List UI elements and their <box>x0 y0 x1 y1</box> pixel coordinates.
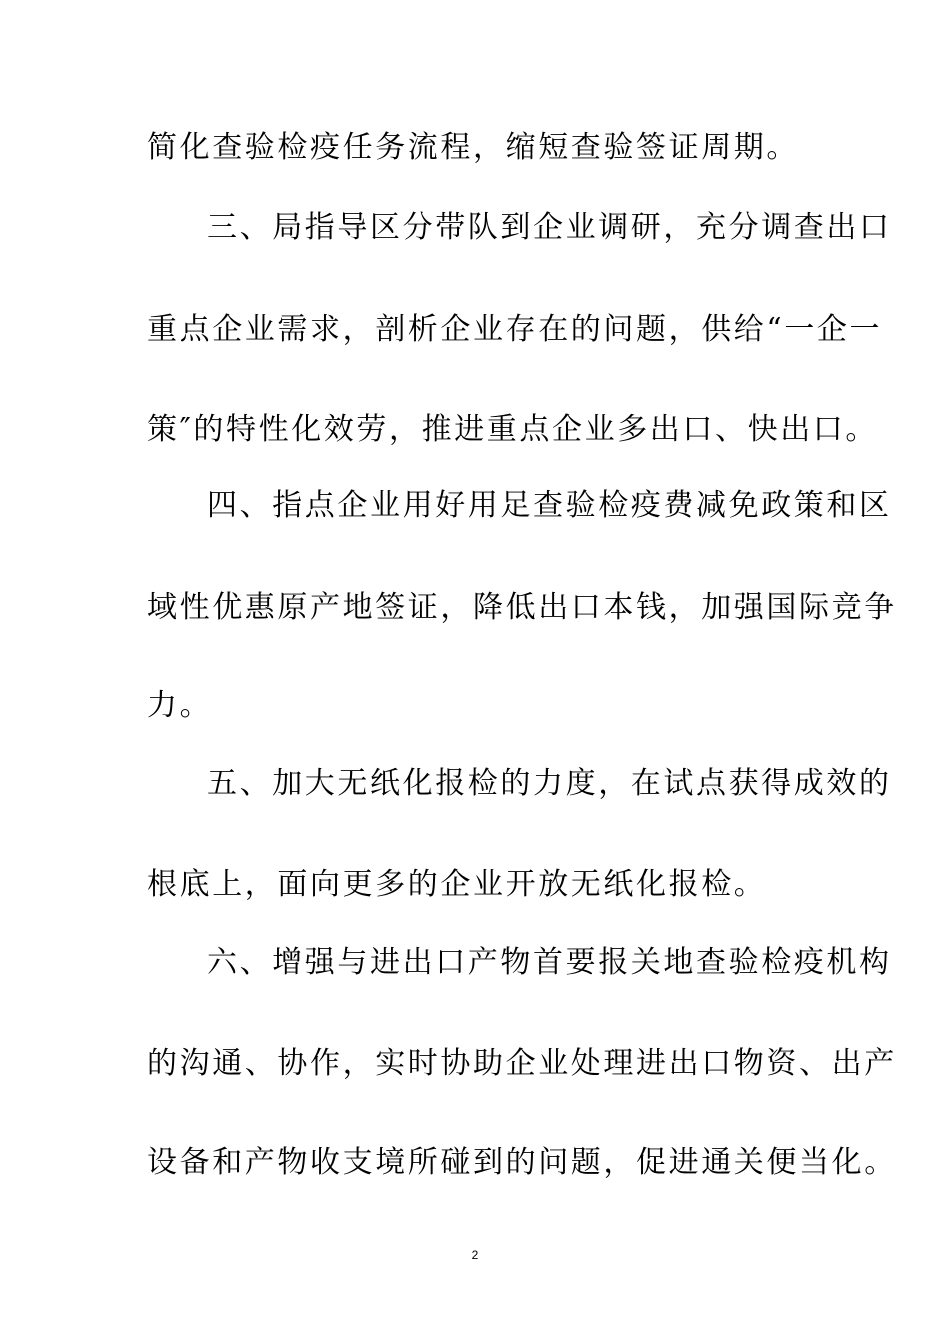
paragraph-five-first-line: 五、加大无纸化报检的力度，在试点获得成效的 <box>207 766 892 801</box>
text-line: 重点企业需求，剖析企业存在的问题，供给“一企一 <box>147 312 883 347</box>
text-line: 的沟通、协作，实时协助企业处理进出口物资、出产 <box>147 1046 897 1081</box>
paragraph-four-first-line: 四、指点企业用好用足查验检疫费减免政策和区 <box>207 488 892 523</box>
paragraph-six-first-line: 六、增强与进出口产物首要报关地查验检疫机构 <box>207 945 892 980</box>
text-line: 力。 <box>147 688 213 723</box>
text-line: 设备和产物收支境所碰到的问题，促进通关便当化。 <box>147 1145 897 1180</box>
text-line: 策″的特性化效劳，推进重点企业多出口、快出口。 <box>147 412 879 447</box>
paragraph-three-first-line: 三、局指导区分带队到企业调研，充分调查出口 <box>207 210 892 245</box>
text-line: 域性优惠原产地签证，降低出口本钱，加强国际竞争 <box>147 590 897 625</box>
page-number: 2 <box>471 1248 479 1262</box>
text-line: 根底上，面向更多的企业开放无纸化报检。 <box>147 867 767 902</box>
text-line: 简化查验检疫任务流程，缩短查验签证周期。 <box>147 130 799 165</box>
